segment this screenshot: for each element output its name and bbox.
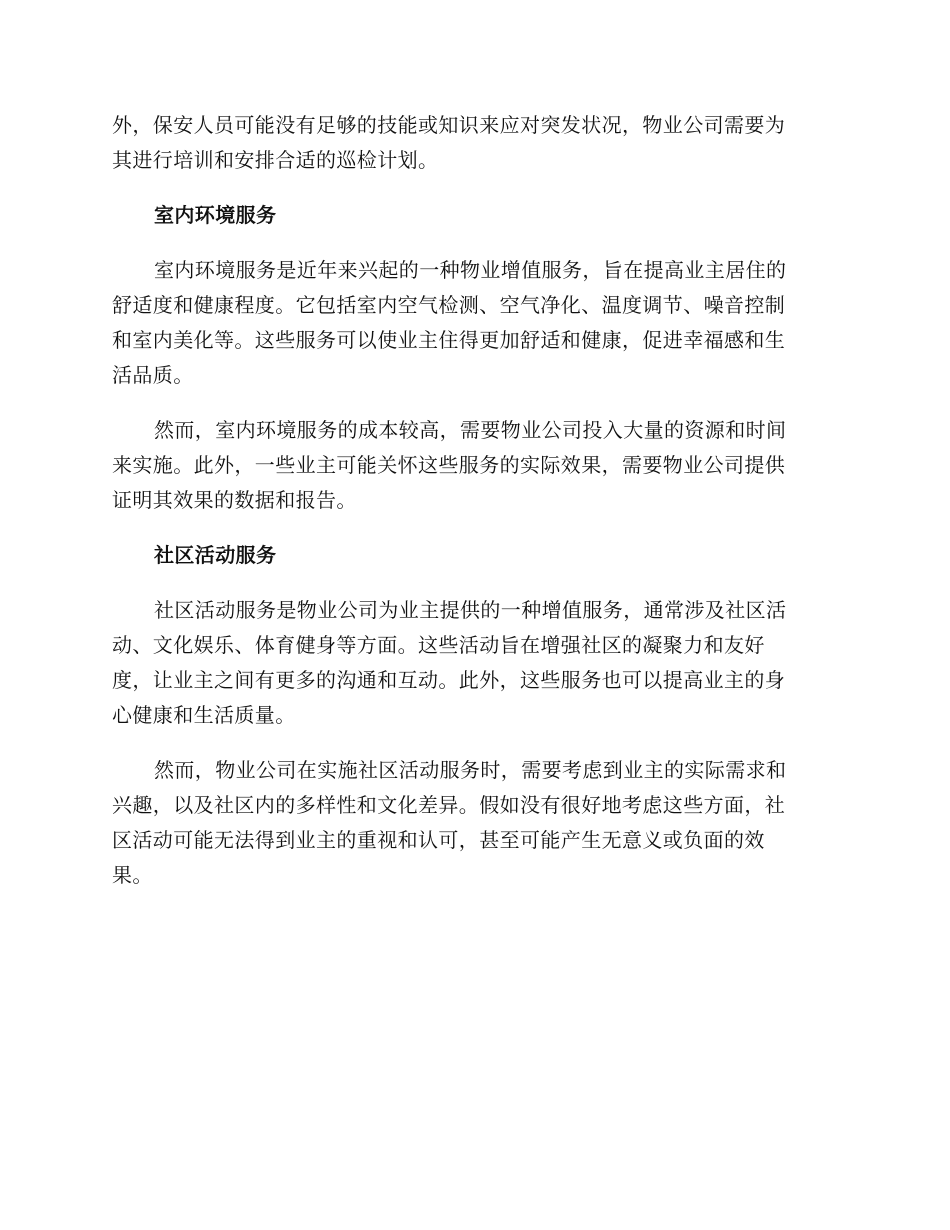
paragraph-line: 来实施。此外，一些业主可能关怀这些服务的实际效果，需要物业公司提供 (112, 453, 786, 477)
paragraph-line: 区活动可能无法得到业主的重视和认可，甚至可能产生无意义或负面的效 (112, 828, 765, 852)
paragraph-line: 证明其效果的数据和报告。 (112, 488, 357, 512)
paragraph-line: 活品质。 (112, 363, 194, 387)
section-heading-community-activity: 社区活动服务 (154, 543, 277, 567)
community-paragraph-2 (112, 753, 838, 893)
paragraph-line: 动、文化娱乐、体育健身等方面。这些活动旨在增强社区的凝聚力和友好 (112, 633, 765, 657)
paragraph-line: 社区活动服务是物业公司为业主提供的一种增值服务，通常涉及社区活 (154, 598, 787, 622)
paragraph-line: 心健康和生活质量。 (112, 703, 296, 727)
paragraph-line: 室内环境服务是近年来兴起的一种物业增值服务，旨在提高业主居住的 (154, 258, 787, 282)
paragraph-line: 度，让业主之间有更多的沟通和互动。此外，这些服务也可以提高业主的身 (112, 668, 786, 692)
paragraph-line: 其进行培训和安排合适的巡检计划。 (112, 148, 439, 172)
paragraph-line: 果。 (112, 863, 153, 887)
intro-paragraph (112, 108, 838, 178)
community-paragraph-1 (112, 593, 838, 733)
paragraph-line: 舒适度和健康程度。它包括室内空气检测、空气净化、温度调节、噪音控制 (112, 293, 786, 317)
paragraph-line: 兴趣，以及社区内的多样性和文化差异。假如没有很好地考虑这些方面，社 (112, 793, 786, 817)
paragraph-line: 然而，物业公司在实施社区活动服务时，需要考虑到业主的实际需求和 (154, 758, 787, 782)
paragraph-line: 外，保安人员可能没有足够的技能或知识来应对突发状况，物业公司需要为 (112, 113, 786, 137)
section-heading-indoor-environment: 室内环境服务 (154, 203, 277, 227)
indoor-paragraph-1 (112, 253, 838, 393)
indoor-paragraph-2 (112, 413, 838, 518)
paragraph-line: 然而，室内环境服务的成本较高，需要物业公司投入大量的资源和时间 (154, 418, 787, 442)
paragraph-line: 和室内美化等。这些服务可以使业主住得更加舒适和健康，促进幸福感和生 (112, 328, 786, 352)
